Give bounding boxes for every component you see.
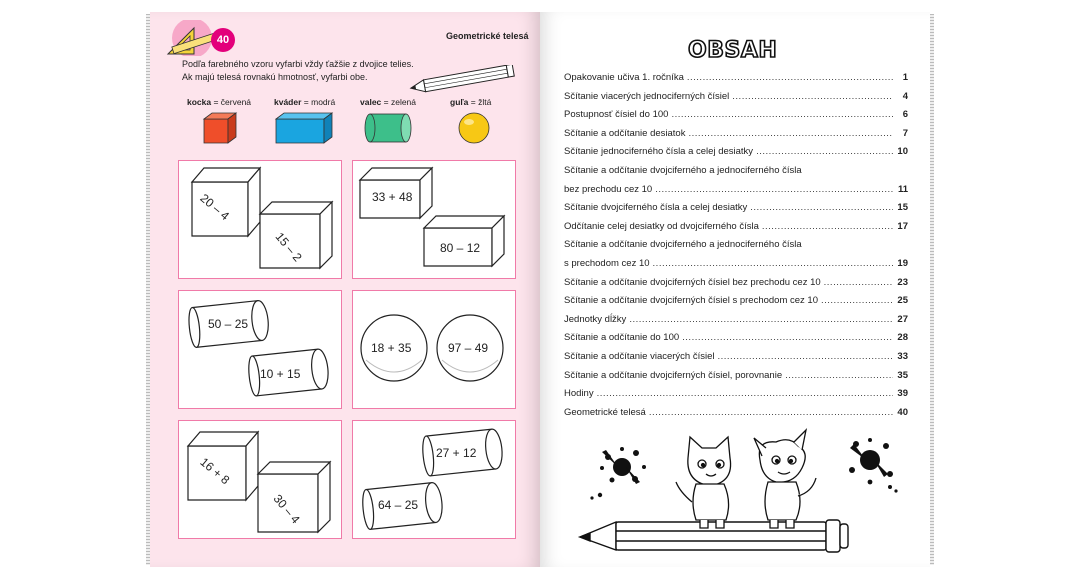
toc-entry-title: Sčítanie a odčítanie dvojciferných čísiel bez prechodu cez 10 [564,276,821,288]
toc-entry-page: 19 [897,257,908,269]
legend-sphere-shape [456,111,492,145]
exercise-4-label-a: 18 + 35 [371,341,412,355]
exercise-3-label-a: 50 – 25 [208,317,249,331]
exercise-6-shapes [356,422,516,535]
toc-entry-page: 39 [897,388,908,400]
toc-entry-title: Geometrické telesá [564,406,646,418]
legend-cuboid-shape [274,111,334,145]
toc-entry-page: 1 [902,72,908,83]
toc-entry-title: bez prechodu cez 10 [564,183,653,195]
toc-entry-title: Sčítanie viacerých jednociferných čísiel [564,90,730,102]
exercise-1-label-a: 20 – 4 [197,190,232,224]
legend-cylinder-shape [364,112,414,144]
toc-entry-title: Sčítanie a odčítanie dvojciferného a jednociferného čísla [564,164,802,176]
toc-entry-page: 11 [897,183,908,195]
toc-entry-page: 25 [897,295,908,307]
toc-entry-page: 23 [897,276,908,288]
legend-cuboid-label: kváder = modrá [274,97,336,107]
open-book [150,12,930,567]
toc-entry-page: 10 [897,146,908,158]
toc-entry-title: Postupnosť čísiel do 100 [564,109,669,121]
toc-entry-page: 4 [902,90,908,102]
exercise-5-label-a: 16 + 8 [197,454,233,488]
instruction-line-2: Ak majú telesá rovnakú hmotnosť, vyfarbi obe. [182,72,368,82]
cat-icon [676,437,731,528]
toc-entry-page: 17 [897,220,908,232]
toc-entry-page: 27 [897,313,908,325]
right-page [540,12,930,567]
toc-entry-title: Hodiny [564,388,594,400]
toc-entry-title: Opakovanie učiva 1. ročníka [564,72,684,83]
toc-entry-title: Sčítanie a odčítanie do 100 [564,332,680,344]
exercise-2-label-a: 33 + 48 [372,190,413,204]
toc-entry-title: Sčítanie a odčítanie viacerých čísiel [564,350,715,362]
section-title: Geometrické telesá [446,31,529,41]
toc-entry-title: Jednotky dĺžky [564,313,627,325]
exercise-6-label-a: 27 + 12 [436,446,477,460]
toc-entry-page: 15 [897,202,908,214]
legend-cylinder-label: valec = zelená [360,97,417,107]
toc-entry-title: Sčítanie a odčítanie desiatok [564,127,686,139]
toc-entry-page: 40 [897,406,908,418]
pencil-icon [408,65,518,93]
instructions [182,58,414,84]
toc-entry-page: 28 [897,332,908,344]
exercise-6-label-b: 64 – 25 [378,498,419,512]
exercise-3-label-b: 10 + 15 [260,367,301,381]
exercise-5-label-b: 30 – 4 [270,491,303,527]
exercise-5-shapes [182,422,342,535]
toc-entry-title: Sčítanie dvojciferného čísla a celej desiatky [564,202,748,214]
toc-title: OBSAH [688,38,778,63]
toc-entry-title: Odčítanie celej desiatky od dvojciferného čísla [564,220,759,232]
toc-entry-title: Sčítanie a odčítanie dvojciferných čísiel s prechodom cez 10 [564,295,818,307]
dog-icon [754,430,816,528]
toc-entry-page: 35 [897,369,908,381]
legend-sphere-label: guľa = žltá [450,97,492,107]
legend-cube-shape [202,111,238,145]
toc-entry-title: s prechodom cez 10 [564,257,650,269]
page-edge-right [930,14,934,565]
toc-entry-page: 33 [897,350,908,362]
exercise-3-shapes [182,292,342,405]
toc-entry-page: 6 [902,109,908,121]
toc-entry-title: Sčítanie a odčítanie dvojciferného a jednociferného čísla [564,239,802,251]
toc-entry-title: Sčítanie jednociferného čísla a celej desiatky [564,146,754,158]
cats-on-pencil-illustration [540,12,930,567]
exercise-1-label-b: 15 – 2 [272,229,305,265]
left-page [150,12,540,567]
ink-splash-left-icon [590,447,646,500]
instruction-line-1: Podľa farebného vzoru vyfarbi vždy ťažšie z dvojice telies. [182,59,414,69]
page-number: 40 [211,28,235,52]
exercise-2-label-b: 80 – 12 [440,241,481,255]
ink-splash-right-icon [849,438,898,493]
exercise-4-label-b: 97 – 49 [448,341,489,355]
toc-entry-page: 7 [902,127,908,139]
big-pencil-icon [580,520,848,552]
toc-entry-title: Sčítanie a odčítanie dvojciferných čísiel, porovnanie [564,369,783,381]
exercise-1-shapes [182,162,342,275]
exercise-2-shapes [356,162,516,275]
legend-cube-label: kocka = červená [187,97,252,107]
